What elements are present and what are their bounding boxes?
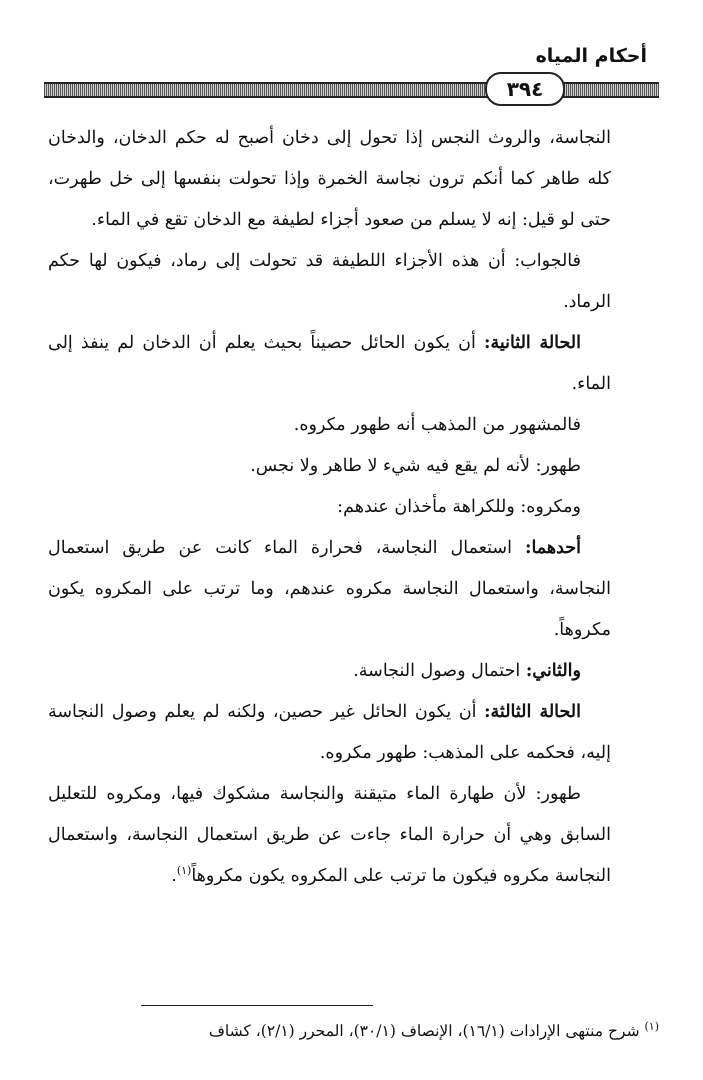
paragraph-text: النجاسة، والروث النجس إذا تحول إلى دخان أصبح له حكم الدخان، والدخان كله طاهر كما أنكم ترون نجاسة الخمرة وإذا تحولت بنفسها إلى خل طهرت، حتى لو قيل: إنه لا يسلم من صعود أجزاء لطيفة مع الدخان تقع في الماء. <box>48 128 611 230</box>
footnote-rule <box>141 1005 373 1006</box>
paragraph <box>48 323 611 405</box>
paragraph-text: ومكروه: وللكراهة مأخذان عندهم: <box>337 497 581 517</box>
paragraph-lead: الحالة الثانية: <box>483 333 581 353</box>
paragraph-lead: الحالة الثالثة: <box>484 702 581 722</box>
paragraph <box>48 651 611 692</box>
paragraph <box>48 446 611 487</box>
paragraph <box>48 118 611 241</box>
paragraph <box>48 487 611 528</box>
header-rule <box>44 82 659 98</box>
paragraph <box>48 241 611 323</box>
footnote-marker: (١) <box>644 1019 659 1033</box>
body-text <box>48 118 611 897</box>
paragraph-lead: والثاني: <box>525 661 581 681</box>
paragraph <box>48 774 611 897</box>
paragraph-text: استعمال النجاسة، فحرارة الماء كانت عن طريق استعمال النجاسة، واستعمال النجاسة مكروه عندهم، وما ترتب على المكروه يكون مكروهاً. <box>48 538 611 640</box>
paragraph-text: فالمشهور من المذهب أنه طهور مكروه. <box>293 415 581 435</box>
paragraph-text: أن يكون الحائل حصيناً بحيث يعلم أن الدخان لم ينفذ إلى الماء. <box>48 333 611 394</box>
paragraph-text: احتمال وصول النجاسة. <box>353 661 526 681</box>
footnote-text: شرح منتهى الإرادات (١٦/١)، الإنصاف (٣٠/١)، المحرر (٢/١)، كشاف <box>208 1022 645 1040</box>
paragraph-lead: أحدهما: <box>524 538 581 558</box>
paragraph <box>48 528 611 651</box>
footnote <box>44 1018 659 1044</box>
paragraph-text: طهور: لأنه لم يقع فيه شيء لا طاهر ولا نجس. <box>250 456 581 476</box>
paragraph-text: طهور: لأن طهارة الماء متيقنة والنجاسة مشكوك فيها، ومكروه للتعليل السابق وهي أن حرارة الماء جاءت عن طريق استعمال النجاسة، واستعمال النجاسة مكروه فيكون ما ترتب على المكروه يكون مكروهاً <box>48 784 611 886</box>
page-number: ٣٩٤ <box>485 72 565 106</box>
paragraph-text: فالجواب: أن هذه الأجزاء اللطيفة قد تحولت إلى رماد، فيكون لها حكم الرماد. <box>48 251 611 312</box>
paragraph-text: أن يكون الحائل غير حصين، ولكنه لم يعلم وصول النجاسة إليه، فحكمه على المذهب: طهور مكروه. <box>48 702 611 763</box>
paragraph <box>48 405 611 446</box>
paragraph-end: . <box>171 866 177 886</box>
running-title: أحكام المياه <box>535 45 647 67</box>
footnote-reference[interactable]: (١) <box>176 864 192 878</box>
paragraph <box>48 692 611 774</box>
